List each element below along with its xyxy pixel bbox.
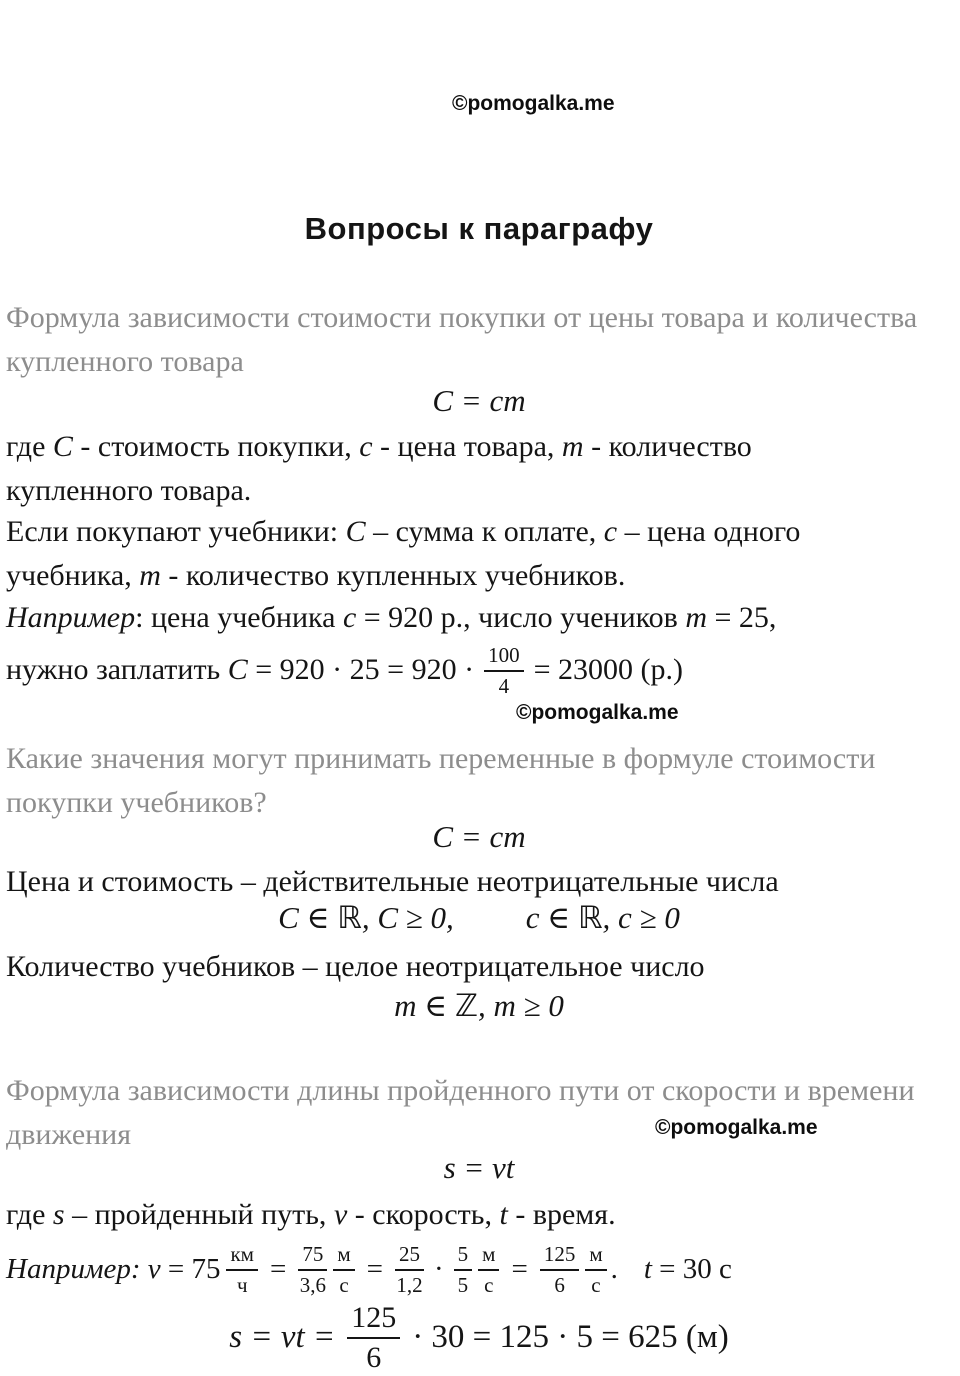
var-c: c [342,601,357,634]
question-2-line-1: Какие значения могут принимать переменные в формуле стоимости [6,742,876,775]
denominator: 1,2 [396,1272,423,1297]
question-1 [6,296,952,384]
text-segment: нужно заплатить [6,653,228,686]
fraction-m-s [333,1243,354,1296]
var-v: v [333,1198,348,1231]
text-segment: - цена товара, [372,430,562,463]
statement-quantity [6,945,952,989]
var-v: v [147,1252,161,1285]
text-segment: – сумма к оплате, [365,515,604,548]
question-2 [6,737,952,825]
question-1-line-1: Формула зависимости стоимости покупки от цены товара и количества [6,301,918,334]
period: . [610,1252,618,1285]
text-segment: – цена одного [617,515,801,548]
statement-price-cost-text: Цена и стоимость – действительные неотрицательные числа [6,865,779,898]
var-t: t [643,1252,652,1285]
numerator: 25 [395,1243,424,1271]
example-speed-intro [6,1253,220,1286]
text-segment: : цена учебника [135,601,343,634]
var-m: m [685,601,708,634]
text-segment: – пройденный путь, [64,1198,334,1231]
denominator: с [591,1272,601,1297]
text-segment: - стоимость покупки, [72,430,360,463]
paragraph-cost-definitions [6,425,952,513]
example-cost-text [6,596,952,640]
paragraph-textbooks-line-2 [6,554,952,598]
example-speed-conversion [6,1236,952,1302]
domain-quantity: m ∈ ℤ, m ≥ 0 [394,988,564,1023]
denominator: с [484,1272,494,1297]
var-C: C [227,653,248,686]
formula-path: s = vt [443,1150,515,1185]
watermark-bottom: ©pomogalka.me [655,1116,818,1139]
denominator: ч [236,1272,248,1297]
paragraph-cost-definitions-line-2: купленного товара. [6,474,252,507]
equals-sign: = [511,1252,528,1285]
text-segment: = 920 · 25 = 920 · [247,653,475,686]
denominator: 3,6 [299,1272,326,1297]
text-segment: = 75 [160,1252,221,1285]
text-segment: - количество купленных учебников. [160,559,626,592]
domain-c: c ∈ ℝ, c ≥ 0 [525,900,680,935]
numerator: 100 [484,644,524,672]
var-m: m [561,430,584,463]
formula-cost: C = cm [432,383,526,418]
var-m: m [139,559,161,592]
paragraph-textbooks [6,510,952,598]
result-lhs: s = vt = [229,1318,336,1355]
fraction-25-1.2 [395,1243,424,1296]
text-segment: где [6,430,53,463]
example-cost-calculation [6,638,952,702]
fraction-75-3.6 [298,1243,327,1296]
fraction-100-4 [484,644,524,697]
numerator: 125 [540,1243,580,1271]
var-c: c [603,515,618,548]
var-C: C [345,515,366,548]
text-segment: - время. [507,1198,616,1231]
example-label: Например [6,601,136,634]
fraction-km-h [226,1243,258,1296]
text-segment: = 920 р., число учеников [356,601,686,634]
var-t: t [499,1198,508,1231]
question-3-line-2: движения [6,1118,132,1151]
domain-C: C ∈ ℝ, C ≥ 0, [278,900,454,935]
result-distance-calculation [6,1300,952,1374]
paragraph-path-definitions [6,1193,952,1237]
watermark-top: ©pomogalka.me [452,92,615,115]
calc-text-right: = 23000 (р.) [533,653,683,686]
numerator: м [585,1243,606,1271]
calc-text-left [6,653,474,687]
fraction-5-5 [454,1243,473,1296]
text-segment: - скорость, [347,1198,500,1231]
var-C: C [52,430,73,463]
denominator: с [339,1272,349,1297]
equals-sign: = [366,1252,383,1285]
question-2-line-2: покупки учебников? [6,786,267,819]
question-3-line-1: Формула зависимости длины пройденного пути от скорости и времени [6,1074,915,1107]
result-rhs: · 30 = 125 · 5 = 625 (м) [412,1318,729,1355]
var-s: s [52,1198,65,1231]
numerator: м [478,1243,499,1271]
question-1-line-2: купленного товара [6,345,244,378]
example-label: Например: [6,1252,148,1285]
watermark-middle: ©pomogalka.me [516,701,679,724]
multiply-sign: · [433,1252,444,1285]
statement-quantity-text: Количество учебников – целое неотрицательное число [6,950,705,983]
paragraph-textbooks-line-1 [6,510,952,554]
denominator: 6 [554,1272,565,1297]
domain-price-cost [6,900,952,936]
example-cost-line-1 [6,596,952,640]
fraction-125-6 [540,1243,580,1296]
fraction-m-s [585,1243,606,1296]
numerator: км [226,1243,258,1271]
denominator: 4 [498,673,510,698]
paragraph-cost-definitions-line-1 [6,425,952,469]
numerator: 5 [454,1243,473,1271]
text-segment: Если покупают учебники: [6,515,346,548]
numerator: 125 [347,1302,400,1339]
text-segment: - количество [583,430,752,463]
denominator: 5 [457,1272,469,1297]
numerator: 75 [298,1243,327,1271]
var-c: c [359,430,373,463]
fraction-125-6 [347,1302,400,1373]
equals-sign: = [269,1252,287,1285]
formula-cost-repeat: C = cm [432,819,526,854]
text-segment: = 25, [707,601,777,634]
page-title: Вопросы к параграфу [304,211,654,246]
statement-price-cost [6,860,952,904]
numerator: м [333,1243,354,1271]
fraction-m-s [478,1243,499,1296]
text-segment: учебника, [6,559,140,592]
question-3 [6,1069,952,1157]
paragraph-path-definitions-text [6,1193,952,1237]
text-segment: где [6,1198,53,1231]
time-value [644,1253,732,1286]
denominator: 6 [366,1340,382,1374]
text-segment: = 30 с [651,1252,732,1285]
